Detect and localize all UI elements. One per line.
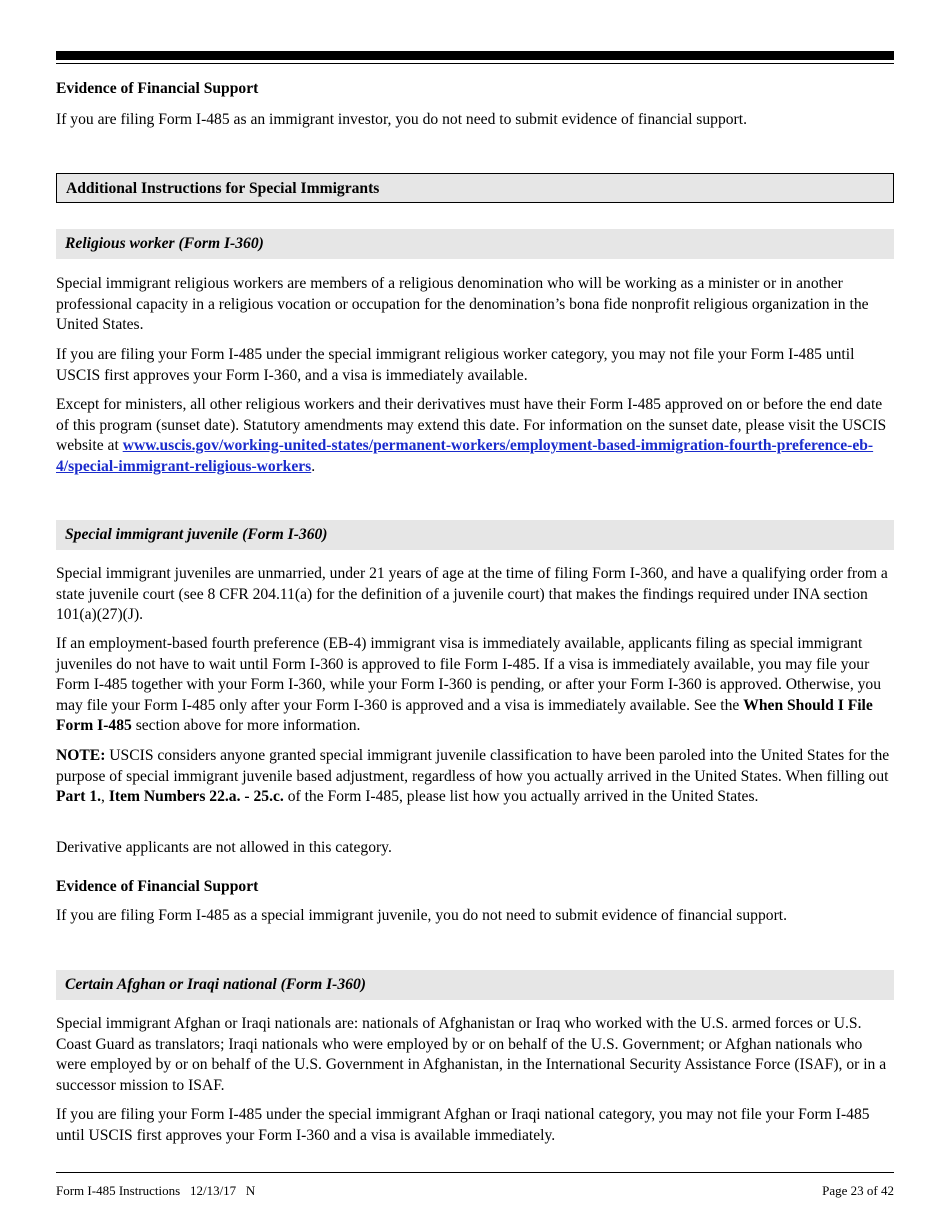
note-text: USCIS considers anyone granted special immigrant juvenile classification to have been paroled into the United States for the purpose of special immigrant juvenile based adjustment, regardless of how you actually arrived in the United States. When filling out — [56, 747, 890, 785]
financial-support-text: If you are filing Form I-485 as an immigrant investor, you do not need to submit evidence of financial support. — [56, 111, 747, 128]
juvenile-paragraph-2 — [56, 634, 894, 737]
religious-paragraph-3-end: . — [311, 457, 316, 475]
afghan-iraqi-header: Certain Afghan or Iraqi national (Form I-360) — [56, 970, 894, 1000]
note-label: NOTE: — [56, 747, 106, 764]
page-number: Page 23 of 42 — [822, 1183, 894, 1198]
footer-rule — [56, 1172, 894, 1173]
juvenile-financial-support-heading: Evidence of Financial Support — [56, 878, 259, 895]
afghan-paragraph-1: Special immigrant Afghan or Iraqi nationals are: nationals of Afghanistan or Iraq who worked with the U.S. armed forces or U.S. Coast Guard as translators; Iraqi nationals who were employed by or on behalf of the U.S. Government; or Afghan nationals who were employed by or on behalf of the U.S. Government in Afghanistan, in the International Security Assistance Force (ISAF), or in a successor mission to ISAF. — [56, 1015, 887, 1094]
afghan-paragraph-2: If you are filing your Form I-485 under the special immigrant Afghan or Iraqi national category, you may not file your Form I-485 until USCIS first approves your Form I-360 and a visa is available immediately. — [56, 1106, 870, 1144]
when-to-file-reference: When Should I File Form I-485 — [56, 696, 873, 734]
part-reference: Part 1. — [56, 788, 102, 805]
religious-paragraph-3 — [56, 395, 894, 477]
top-rule — [56, 51, 894, 60]
religious-worker-header: Religious worker (Form I-360) — [56, 229, 894, 259]
juvenile-note — [56, 746, 894, 808]
uscis-religious-workers-link[interactable]: www.uscis.gov/working-united-states/permanent-workers/employment-based-immigration-fourth-preference-eb-4/special-immigrant-religious-workers — [56, 437, 874, 475]
juvenile-paragraph-2-text: If an employment-based fourth preference (EB-4) immigrant visa is immediately available, applicants filing as special immigrant juveniles do not have to wait until Form I-360 is approved to file Form I-485. If a visa is immediately available, you may file your Form I-485 together with your Form I-360, while your Form I-360 is pending, or after your Form I-360 is approved. Otherwise, you may file your Form I-485 only after your Form I-360 is approved and a visa is immediately available. See the — [56, 635, 882, 714]
item-numbers-reference: Item Numbers 22.a. - 25.c. — [108, 788, 284, 805]
financial-support-heading: Evidence of Financial Support — [56, 80, 259, 97]
juvenile-derivative-note: Derivative applicants are not allowed in this category. — [56, 839, 392, 856]
special-immigrants-section-header: Additional Instructions for Special Immigrants — [56, 173, 894, 203]
religious-paragraph-2: If you are filing your Form I-485 under the special immigrant religious worker category, you may not file your Form I-485 until USCIS first approves your Form I-360, and a visa is immediately available. — [56, 346, 855, 384]
top-rule-thin — [56, 63, 894, 64]
juvenile-paragraph-2-end: section above for more information. — [131, 717, 361, 734]
note-text-end: of the Form I-485, please list how you actually arrived in the United States. — [283, 788, 759, 805]
special-juvenile-header: Special immigrant juvenile (Form I-360) — [56, 520, 894, 550]
note-separator: , — [101, 788, 109, 805]
religious-paragraph-1: Special immigrant religious workers are members of a religious denomination who will be working as a minister or in another professional capacity in a religious vocation or occupation for the denomination’s bona fide nonprofit religious organization in the United States. — [56, 275, 869, 333]
juvenile-paragraph-1: Special immigrant juveniles are unmarried, under 21 years of age at the time of filing Form I-360, and have a qualifying order from a state juvenile court (see 8 CFR 204.11(a) for the definition of a juvenile court) that makes the findings required under INA section 101(a)(27)(J). — [56, 565, 888, 623]
religious-paragraph-3-text: Except for ministers, all other religious workers and their derivatives must have their Form I-485 approved on or before the end date of this program (sunset date). Statutory amendments may extend this date. For information on the sunset date, please visit the USCIS website at — [56, 396, 887, 454]
form-edition-label: Form I-485 Instructions 12/13/17 N — [56, 1183, 256, 1198]
juvenile-financial-support-text: If you are filing Form I-485 as a special immigrant juvenile, you do not need to submit evidence of financial support. — [56, 907, 787, 924]
